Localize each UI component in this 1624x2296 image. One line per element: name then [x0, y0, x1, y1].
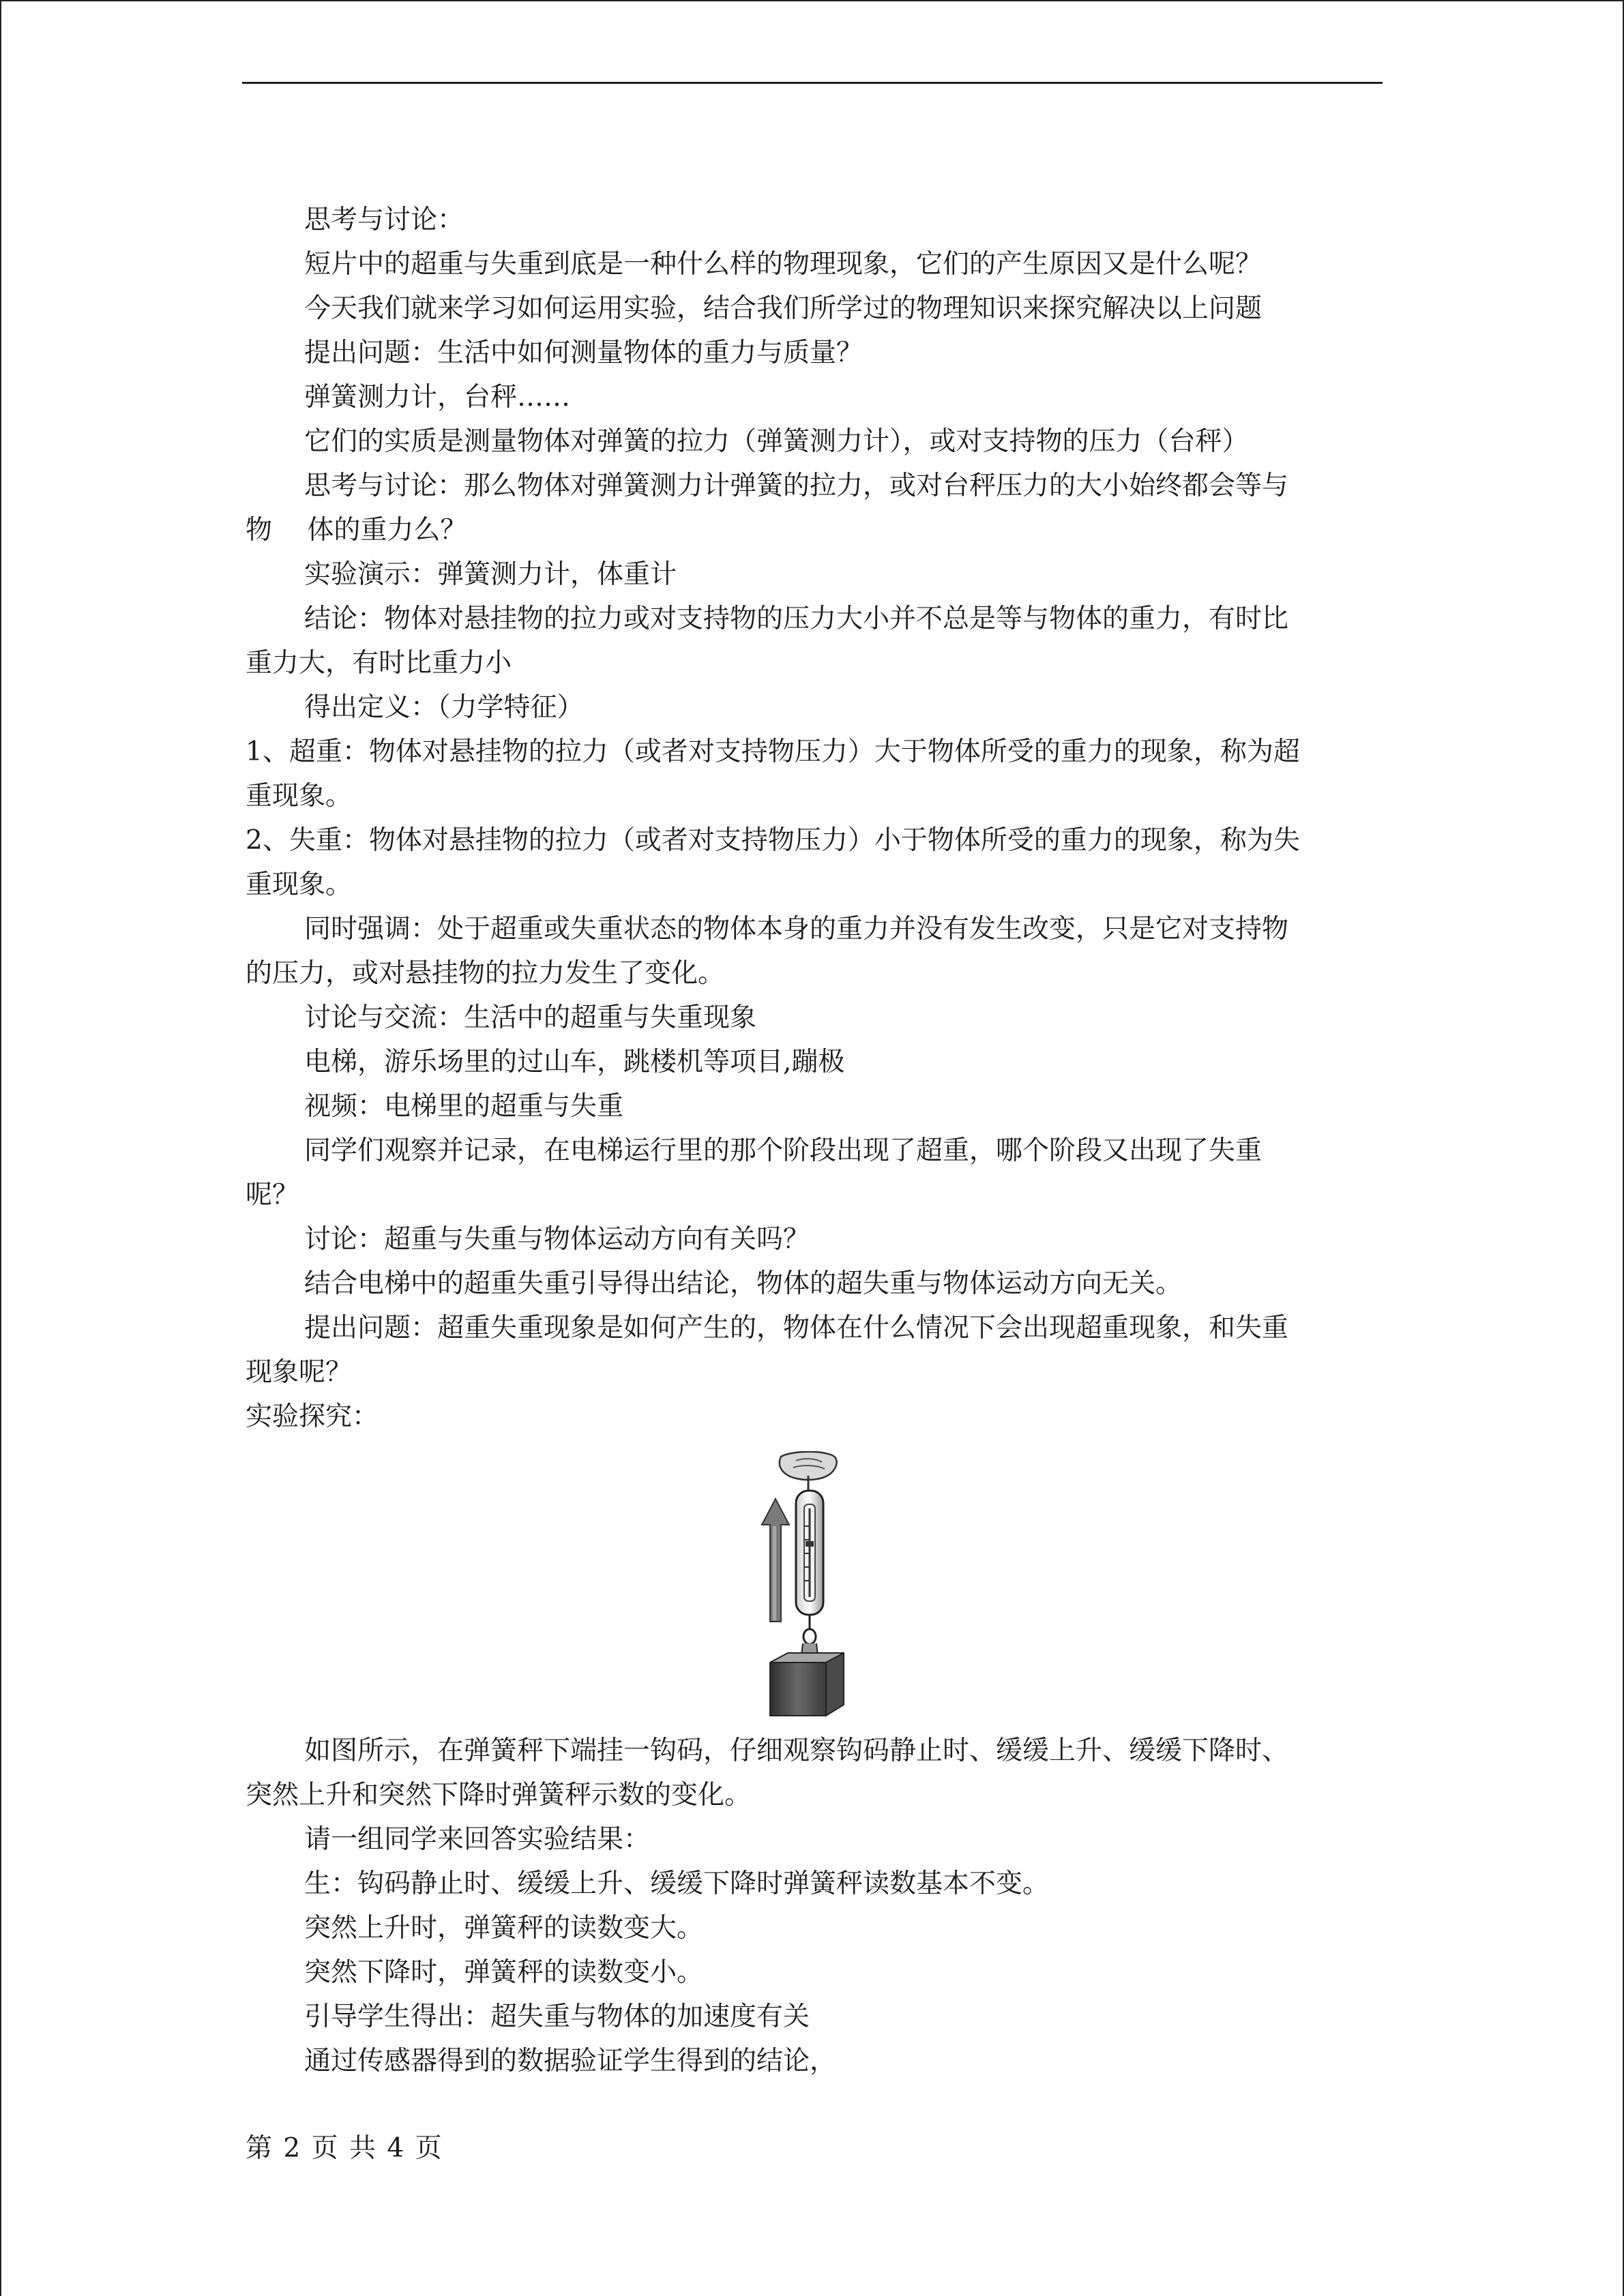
paragraph: 通过传感器得到的数据验证学生得到的结论，	[304, 2046, 837, 2076]
paragraph: 今天我们就来学习如何运用实验，结合我们所学过的物理知识来探究解决以上问题	[304, 293, 1263, 324]
paragraph-continuation: 的压力，或对悬挂物的拉力发生了变化。	[246, 958, 725, 989]
paragraph: 请一组同学来回答实验结果：	[304, 1824, 651, 1855]
paragraph: 思考与讨论：那么物体对弹簧测力计弹簧的拉力，或对台秤压力的大小始终都会等与	[304, 471, 1289, 501]
paragraph-continuation: 重力大，有时比重力小	[246, 648, 512, 679]
section-heading: 实验探究：	[246, 1401, 379, 1432]
paragraph: 电梯，游乐场里的过山车，跳楼机等项目,蹦极	[304, 1047, 845, 1077]
paragraph: 得出定义：（力学特征）	[304, 692, 584, 723]
paragraph-continuation: 重现象。	[246, 781, 353, 811]
paragraph: 视频：电梯里的超重与失重	[304, 1091, 624, 1122]
definition-overweight: 1、超重：物体对悬挂物的拉力（或者对支持物压力）大于物体所受的重力的现象，称为超	[246, 736, 1300, 767]
paragraph: 讨论：超重与失重与物体运动方向有关吗？	[304, 1224, 810, 1255]
paragraph: 提出问题：超重失重现象是如何产生的，物体在什么情况下会出现超重现象，和失重	[304, 1313, 1289, 1343]
upward-arrow-icon	[762, 1499, 789, 1622]
weight-block-icon	[770, 1653, 844, 1716]
paragraph: 结合电梯中的超重失重引导得出结论，物体的超失重与物体运动方向无关。	[304, 1268, 1183, 1299]
paragraph: 实验演示：弹簧测力计，体重计	[304, 559, 677, 590]
paragraph: 同学们观察并记录，在电梯运行里的那个阶段出现了超重，哪个阶段又出现了失重	[304, 1135, 1263, 1166]
paragraph-continuation: 呢？	[246, 1180, 299, 1210]
paragraph: 如图所示，在弹簧秤下端挂一钩码，仔细观察钩码静止时、缓缓上升、缓缓下降时、	[304, 1735, 1289, 1766]
paragraph: 同时强调：处于超重或失重状态的物体本身的重力并没有发生改变，只是它对支持物	[304, 914, 1289, 944]
paragraph-continuation: 物 体的重力么？	[246, 515, 467, 546]
paragraph: 突然下降时，弹簧秤的读数变小。	[304, 1957, 704, 1988]
paragraph: 引导学生得出：超失重与物体的加速度有关	[304, 2001, 810, 2032]
page-footer: 第 2 页 共 4 页	[246, 2133, 443, 2164]
spring-scale-icon	[796, 1491, 823, 1615]
paragraph: 短片中的超重与失重到底是一种什么样的物理现象，它们的产生原因又是什么呢？	[304, 249, 1263, 280]
paragraph-continuation: 现象呢？	[246, 1357, 353, 1388]
paragraph: 思考与讨论：	[304, 205, 464, 235]
paragraph: 它们的实质是测量物体对弹簧的拉力（弹簧测力计），或对支持物的压力（台秤）	[304, 426, 1249, 457]
paragraph-continuation: 突然上升和突然下降时弹簧秤示数的变化。	[246, 1780, 752, 1810]
document-body	[246, 198, 1381, 2083]
page-border-top	[0, 0, 1624, 1]
spring-scale-figure	[246, 1446, 1381, 1729]
spring-scale-illustration	[754, 1451, 870, 1720]
paragraph: 提出问题：生活中如何测量物体的重力与质量？	[304, 338, 863, 368]
paragraph: 生：钩码静止时、缓缓上升、缓缓下降时弹簧秤读数基本不变。	[304, 1868, 1050, 1899]
header-rule	[242, 82, 1383, 84]
definition-weightless: 2、失重：物体对悬挂物的拉力（或者对支持物压力）小于物体所受的重力的现象，称为失	[246, 825, 1300, 856]
hook-icon	[801, 1615, 818, 1656]
paragraph: 结论：物体对悬挂物的拉力或对支持物的压力大小并不总是等与物体的重力，有时比	[304, 603, 1289, 634]
paragraph: 讨论与交流：生活中的超重与失重现象	[304, 1002, 757, 1033]
paragraph: 突然上升时，弹簧秤的读数变大。	[304, 1913, 704, 1943]
page-border-left	[0, 0, 1, 2296]
paragraph-continuation: 重现象。	[246, 869, 353, 900]
paragraph: 弹簧测力计，台秤……	[304, 382, 571, 413]
hand-icon	[780, 1452, 837, 1491]
